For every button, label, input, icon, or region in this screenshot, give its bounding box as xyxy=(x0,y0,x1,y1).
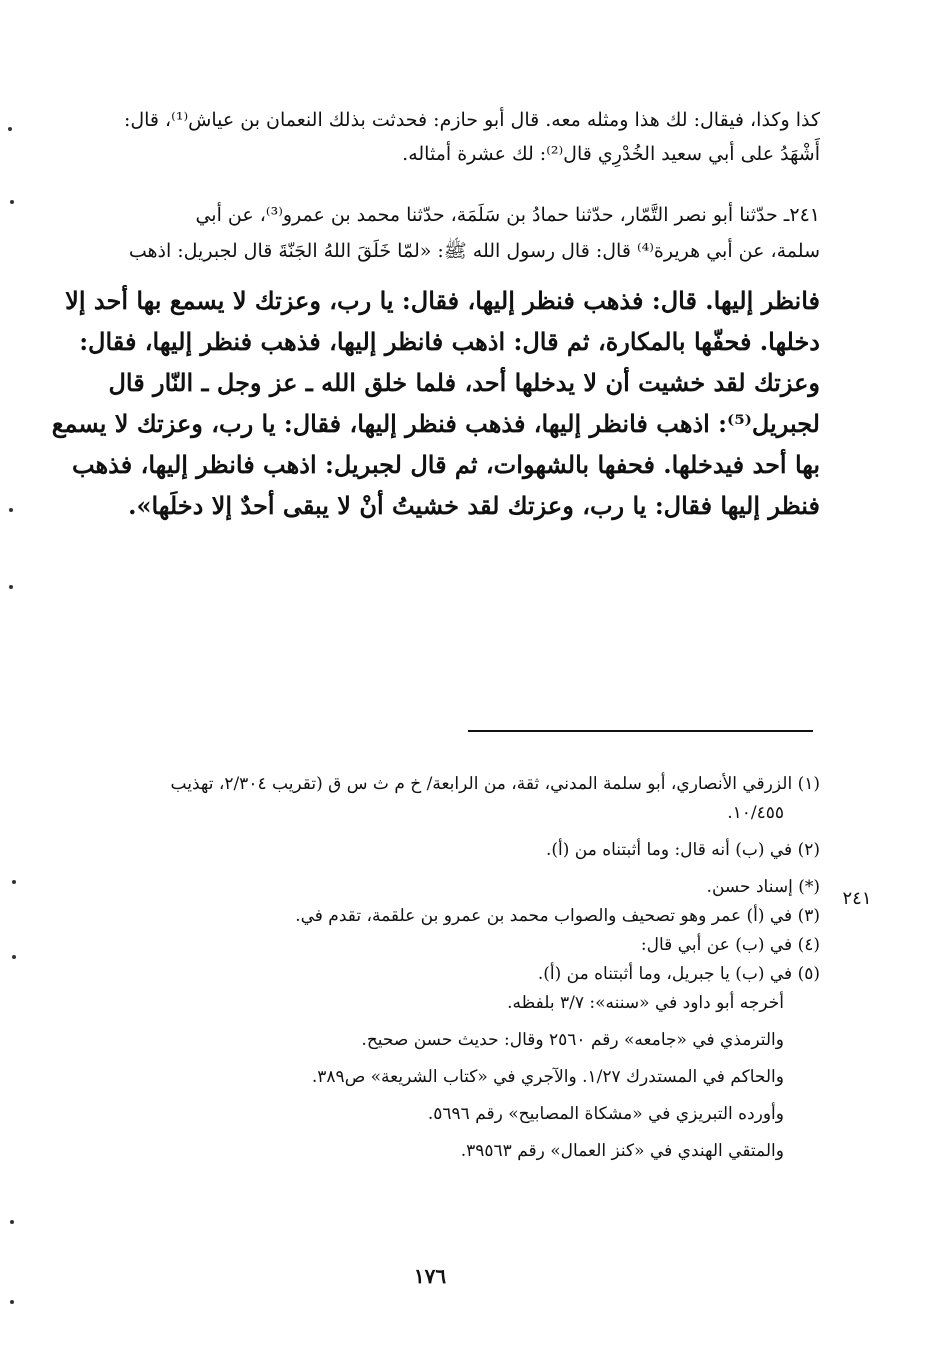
scan-speck xyxy=(10,1220,14,1224)
scan-speck xyxy=(8,127,12,131)
takhrij-line: وأورده التبريزي في «مشكاة المصابيح» رقم ٥٦٩٦. xyxy=(427,1104,784,1124)
scan-speck xyxy=(9,585,13,589)
scan-speck xyxy=(12,880,16,884)
text-line: وعزتك لقد خشيت أن لا يدخلها أحد، فلما خلق الله ـ عز وجل ـ النّار قال xyxy=(108,368,820,397)
grading-note: (*) إسناد حسن. xyxy=(706,877,820,897)
footnote-5: (٥) في (ب) يا جبريل، وما أثبتناه من (أ). xyxy=(537,964,820,984)
footnote-3: (٣) في (أ) عمر وهو تصحيف والصواب محمد بن عمرو بن علقمة، تقدم في. xyxy=(295,906,820,926)
scan-speck xyxy=(10,1300,14,1304)
page-number: ١٧٦ xyxy=(413,1264,447,1288)
text-line: كذا وكذا، فيقال: لك هذا ومثله معه. قال أبو حازم: فحدثت بذلك النعمان بن عياش⁽¹⁾، قال: xyxy=(123,109,820,131)
intro-paragraph xyxy=(50,103,820,171)
text-line: أَشْهَدُ على أبي سعيد الخُدْرِي قال⁽²⁾: لك عشرة أمثاله. xyxy=(402,143,820,165)
takhrij-line: والترمذي في «جامعه» رقم ٢٥٦٠ وقال: حديث حسن صحيح. xyxy=(361,1030,784,1050)
text-line: ٢٤١ـ حدّثنا أبو نصر التَّمّار، حدّثنا حمادُ بن سَلَمَة، حدّثنا محمد بن عمرو⁽³⁾، عن أبي xyxy=(195,204,820,226)
text-line: دخلها. فحفّها بالمكارة، ثم قال: اذهب فانظر إليها، فذهب فنظر إليها، فقال: xyxy=(79,327,820,356)
footnote-1: (١) الزرقي الأنصاري، أبو سلمة المدني، ثقة، من الرابعة/ خ م ث س ق (تقريب ٢/٣٠٤، تهذيب xyxy=(170,774,820,794)
text-line: سلمة، عن أبي هريرة⁽⁴⁾ قال: قال رسول الله ﷺ: «لمّا خَلَقَ اللهُ الجَنّةَ قال لجبريل: اذهب xyxy=(128,240,820,262)
footnote-4: (٤) في (ب) عن أبي قال: xyxy=(640,935,820,955)
hadith-matn xyxy=(50,280,820,526)
footnote-2: (٢) في (ب) أنه قال: وما أثبتناه من (أ). xyxy=(545,840,820,860)
footnotes xyxy=(50,770,820,1166)
scan-speck xyxy=(12,955,16,959)
hadith-isnad xyxy=(50,197,820,269)
text-line: فنظر إليها فقال: يا رب، وعزتك لقد خشيتُ أنْ لا يبقى أحدٌ إلا دخلَها». xyxy=(128,491,820,520)
takhrij-line: والحاكم في المستدرك ١/٢٧. والآجري في «كتاب الشريعة» ص٣٨٩. xyxy=(311,1067,784,1087)
takhrij-line: والمتقي الهندي في «كنز العمال» رقم ٣٩٥٦٣. xyxy=(460,1141,784,1161)
scan-speck xyxy=(10,200,14,204)
scan-speck xyxy=(9,508,13,512)
footnote-separator xyxy=(468,730,813,732)
text-line: فانظر إليها. قال: فذهب فنظر إليها، فقال: يا رب، وعزتك لا يسمع بها أحد إلا xyxy=(65,286,820,315)
takhrij-line: أخرجه أبو داود في «سننه»: ٣/٧ بلفظه. xyxy=(507,993,784,1013)
footnote-1-continued: ١٠/٤٥٥. xyxy=(727,803,784,823)
text-line: لجبريل⁽⁵⁾: اذهب فانظر إليها، فذهب فنظر إليها، فقال: يا رب، وعزتك لا يسمع xyxy=(51,409,820,438)
text-line: بها أحد فيدخلها. فحفها بالشهوات، ثم قال لجبريل: اذهب فانظر إليها، فذهب xyxy=(71,450,820,479)
hadith-number-margin: ٢٤١ xyxy=(842,888,872,909)
